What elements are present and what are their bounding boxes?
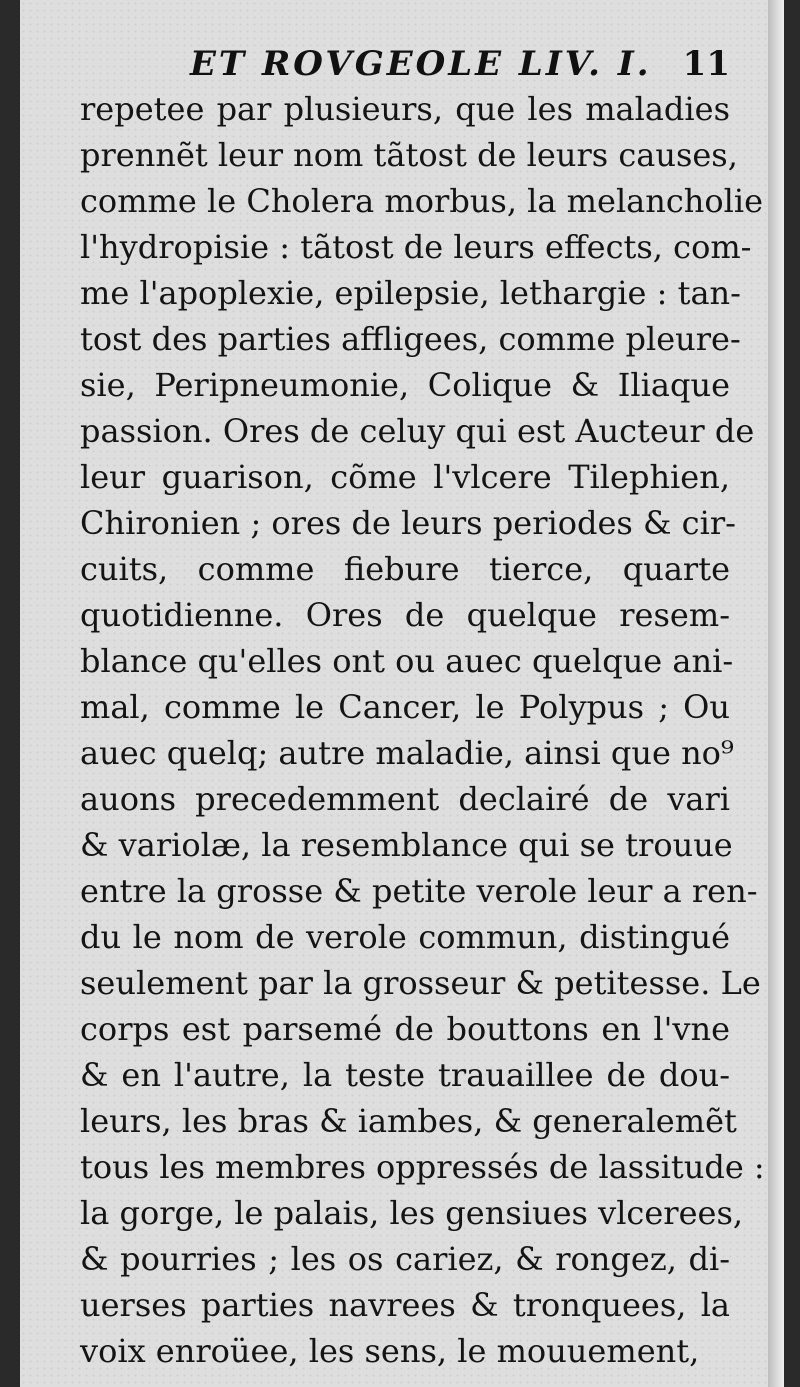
text-line: leurs, les bras & iambes, & generalemẽt: [80, 1102, 737, 1140]
text-line: corps est parsemé de bouttons en l'vne: [80, 1010, 730, 1048]
body-text: [80, 86, 765, 1374]
text-line: quotidienne. Ores de quelque resem-: [80, 596, 730, 634]
text-line: Chironien ; ores de leurs periodes & cir-: [80, 504, 736, 542]
text-line: la gorge, le palais, les gensiues vlcerees,: [80, 1194, 744, 1232]
text-line: l'hydropisie : tãtost de leurs effects, com-: [80, 228, 752, 266]
text-line: me l'apoplexie, epilepsie, lethargie : tan-: [80, 274, 741, 312]
text-line: tous les membres oppressés de lassitude :: [80, 1148, 765, 1186]
text-line: & variolæ, la resemblance qui se trouue: [80, 826, 733, 864]
text-line: auons precedemment declairé de vari: [80, 780, 730, 818]
text-line: blance qu'elles ont ou auec quelque ani-: [80, 642, 734, 680]
running-title: ET ROVGEOLE LIV. I.: [190, 44, 652, 84]
text-line: uerses parties navrees & tronquees, la: [80, 1286, 730, 1324]
text-line: seulement par la grosseur & petitesse. Le: [80, 964, 761, 1002]
text-line: passion. Ores de celuy qui est Aucteur de: [80, 412, 755, 450]
text-line: sie, Peripneumonie, Colique & Iliaque: [80, 366, 730, 404]
text-line: tost des parties affligees, comme pleure-: [80, 320, 741, 358]
text-line: entre la grosse & petite verole leur a ren-: [80, 872, 758, 910]
book-page: [20, 0, 784, 1387]
text-line: & pourries ; les os cariez, & rongez, di-: [80, 1240, 730, 1278]
text-line: cuits, comme fiebure tierce, quarte: [80, 550, 730, 588]
text-line: du le nom de verole commun, distingué: [80, 918, 730, 956]
text-line: repetee par plusieurs, que les maladies: [80, 90, 730, 128]
page-edge: [768, 0, 784, 1387]
text-line: leur guarison, cõme l'vlcere Tilephien,: [80, 458, 730, 496]
page-number: 11: [682, 44, 730, 84]
text-line: voix enroüee, les sens, le mouuement,: [80, 1332, 700, 1370]
text-line: auec quelq; autre maladie, ainsi que no⁹: [80, 734, 734, 772]
text-line: & en l'autre, la teste trauaillee de dou-: [80, 1056, 730, 1094]
text-line: mal, comme le Cancer, le Polypus ; Ou: [80, 688, 730, 726]
text-line: comme le Cholera morbus, la melancholie: [80, 182, 764, 220]
page-header: [170, 44, 730, 84]
text-line: prennẽt leur nom tãtost de leurs causes,: [80, 136, 738, 174]
